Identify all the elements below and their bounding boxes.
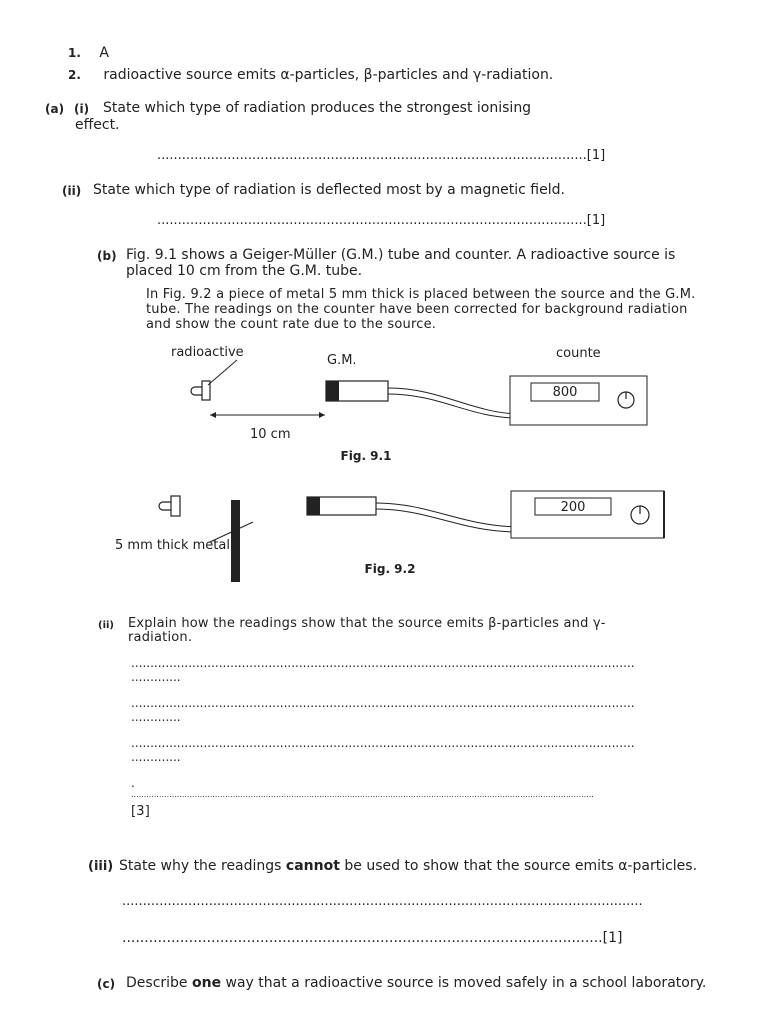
list-text: A xyxy=(99,45,109,61)
paragraph-line: and show the count rate due to the source. xyxy=(146,317,437,332)
counter-label: counte xyxy=(556,346,601,361)
question-text-emphasis: one xyxy=(191,975,222,991)
answer-line[interactable]: ........................................................................................................[1] xyxy=(157,148,606,163)
question-label-c: (c) xyxy=(97,977,116,991)
answer-line-continued[interactable]: ............. xyxy=(131,710,181,724)
paragraph-line: tube. The readings on the counter have been corrected for background radiation xyxy=(146,302,688,317)
question-text: Explain how the readings show that the source emits β-particles and γ- xyxy=(128,616,606,631)
gm-tube-icon xyxy=(326,381,524,420)
question-text-emphasis: cannot xyxy=(285,858,340,874)
figure-9-2 xyxy=(0,485,768,585)
question-label-b: (b) xyxy=(97,249,117,263)
question-text: Fig. 9.1 shows a Geiger-Müller (G.M.) tube and counter. A radioactive source is xyxy=(126,247,676,263)
figure-caption: Fig. 9.1 xyxy=(340,449,392,463)
counter-icon xyxy=(511,491,664,538)
answer-line-dot: . xyxy=(131,776,135,790)
question-label-ii: (ii) xyxy=(62,184,82,198)
question-text-part: be used to show that the source emits α-particles. xyxy=(339,858,698,874)
counter-icon xyxy=(510,376,647,425)
question-label-ii: (ii) xyxy=(98,620,114,631)
metal-plate xyxy=(231,500,240,582)
answer-line-continued[interactable]: ............. xyxy=(131,750,181,764)
counter-reading: 200 xyxy=(560,500,586,515)
question-text-part: way that a radioactive source is moved safely in a school laboratory. xyxy=(221,975,707,991)
question-text-part: Describe xyxy=(126,975,192,991)
answer-line[interactable]: .................................................................................................................................... xyxy=(131,656,635,670)
metal-label: 5 mm thick metal xyxy=(115,538,230,553)
list-item xyxy=(68,45,109,61)
paragraph-line: In Fig. 9.2 a piece of metal 5 mm thick is placed between the source and the G.M. xyxy=(146,287,696,302)
question-label-a: (a) xyxy=(45,102,65,116)
question-label-i: (i) xyxy=(74,102,90,116)
list-text: radioactive source emits α-particles, β-particles and γ-radiation. xyxy=(103,67,554,83)
question-label-iii: (iii) xyxy=(88,859,114,874)
question-text-part: State why the readings xyxy=(119,858,286,874)
list-number: 2. xyxy=(68,68,81,82)
label-pointer xyxy=(208,360,237,385)
question-text: State which type of radiation is deflected most by a magnetic field. xyxy=(93,182,565,198)
counter-reading: 800 xyxy=(552,385,578,400)
answer-line[interactable]: ........................................................................................................[1] xyxy=(157,213,606,228)
answer-line[interactable]: .............................................................................................................................. xyxy=(122,894,643,909)
answer-line[interactable]: ............................................................................................................[1] xyxy=(122,930,623,946)
question-text: radiation. xyxy=(128,630,193,645)
distance-arrow xyxy=(210,412,325,418)
question-text xyxy=(126,975,706,991)
question-text: effect. xyxy=(75,117,120,133)
distance-label: 10 cm xyxy=(250,427,291,442)
source-label: radioactive xyxy=(171,345,244,360)
answer-line-continued[interactable]: ............. xyxy=(131,670,181,684)
gm-tube-icon xyxy=(307,497,527,533)
question-text: placed 10 cm from the G.M. tube. xyxy=(126,263,363,279)
question-text: State which type of radiation produces the strongest ionising xyxy=(103,100,532,116)
answer-line[interactable]: ...................................................................................................................................................................................... xyxy=(131,790,594,799)
answer-line[interactable]: .................................................................................................................................... xyxy=(131,736,635,750)
gm-label: G.M. xyxy=(327,353,357,368)
radioactive-source-icon xyxy=(191,381,210,400)
marks-label: [3] xyxy=(131,804,151,819)
answer-line[interactable]: .................................................................................................................................... xyxy=(131,696,635,710)
list-item xyxy=(68,67,553,83)
list-number: 1. xyxy=(68,46,81,60)
figure-caption: Fig. 9.2 xyxy=(364,562,416,576)
question-text xyxy=(119,858,697,874)
radioactive-source-icon xyxy=(159,496,180,516)
figure-9-1 xyxy=(0,340,768,470)
